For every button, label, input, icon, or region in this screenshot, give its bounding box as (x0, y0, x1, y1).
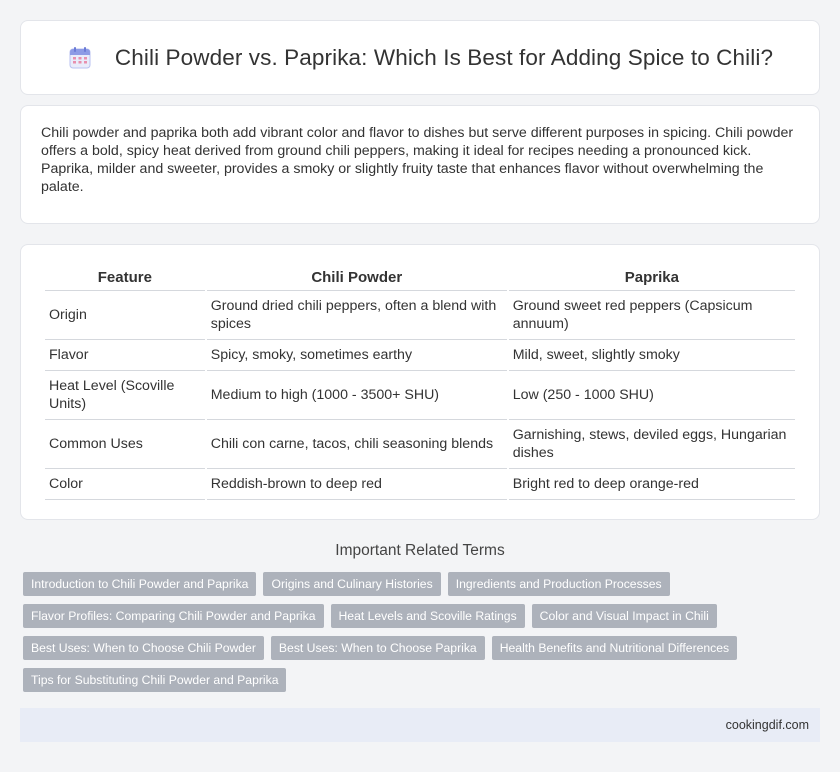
related-term-tag[interactable]: Best Uses: When to Choose Chili Powder (23, 636, 264, 660)
footer-site-link[interactable]: cookingdif.com (725, 718, 809, 732)
table-cell: Common Uses (45, 420, 205, 469)
table-row (45, 340, 795, 371)
calendar-icon (67, 45, 93, 71)
table-header-row (45, 265, 795, 291)
column-header-feature: Feature (45, 265, 205, 291)
column-header-chili-powder: Chili Powder (207, 265, 507, 291)
table-cell: Garnishing, stews, deviled eggs, Hungarian dishes (509, 420, 795, 469)
related-term-tag[interactable]: Ingredients and Production Processes (448, 572, 670, 596)
intro-paragraph: Chili powder and paprika both add vibrant color and flavor to dishes but serve different purposes in spicing. Chili powder offers a bold, spicy heat derived from ground chili peppers, making it ideal for recipes needing a pronounced kick. Paprika, milder and sweeter, provides a smoky or slightly fruity taste that enhances flavor without overwhelming the palate. (41, 125, 794, 195)
comparison-table-card (20, 244, 820, 520)
comparison-table (43, 265, 797, 500)
table-cell: Medium to high (1000 - 3500+ SHU) (207, 371, 507, 420)
intro-card (20, 105, 820, 224)
table-cell: Heat Level (Scoville Units) (45, 371, 205, 420)
table-row (45, 291, 795, 340)
table-cell: Bright red to deep orange-red (509, 469, 795, 500)
table-row (45, 371, 795, 420)
related-term-tag[interactable]: Health Benefits and Nutritional Differences (492, 636, 737, 660)
related-terms-heading: Important Related Terms (335, 542, 505, 559)
table-cell: Ground sweet red peppers (Capsicum annuum) (509, 291, 795, 340)
related-term-tag[interactable]: Origins and Culinary Histories (263, 572, 440, 596)
title-wrap (67, 45, 773, 71)
footer (20, 708, 820, 742)
table-row (45, 469, 795, 500)
column-header-paprika: Paprika (509, 265, 795, 291)
related-term-tag[interactable]: Tips for Substituting Chili Powder and Paprika (23, 668, 286, 692)
table-cell: Flavor (45, 340, 205, 371)
related-term-tag[interactable]: Best Uses: When to Choose Paprika (271, 636, 485, 660)
table-cell: Reddish-brown to deep red (207, 469, 507, 500)
related-term-tag[interactable]: Color and Visual Impact in Chili (532, 604, 717, 628)
related-term-tag[interactable]: Heat Levels and Scoville Ratings (331, 604, 525, 628)
table-cell: Ground dried chili peppers, often a blend with spices (207, 291, 507, 340)
table-cell: Chili con carne, tacos, chili seasoning blends (207, 420, 507, 469)
table-cell: Low (250 - 1000 SHU) (509, 371, 795, 420)
related-term-tag[interactable]: Introduction to Chili Powder and Paprika (23, 572, 256, 596)
related-terms-list (23, 572, 823, 692)
table-cell: Origin (45, 291, 205, 340)
header-card (20, 20, 820, 95)
table-cell: Spicy, smoky, sometimes earthy (207, 340, 507, 371)
related-term-tag[interactable]: Flavor Profiles: Comparing Chili Powder and Paprika (23, 604, 324, 628)
table-cell: Color (45, 469, 205, 500)
table-cell: Mild, sweet, slightly smoky (509, 340, 795, 371)
table-row (45, 420, 795, 469)
page-title: Chili Powder vs. Paprika: Which Is Best for Adding Spice to Chili? (114, 44, 774, 70)
